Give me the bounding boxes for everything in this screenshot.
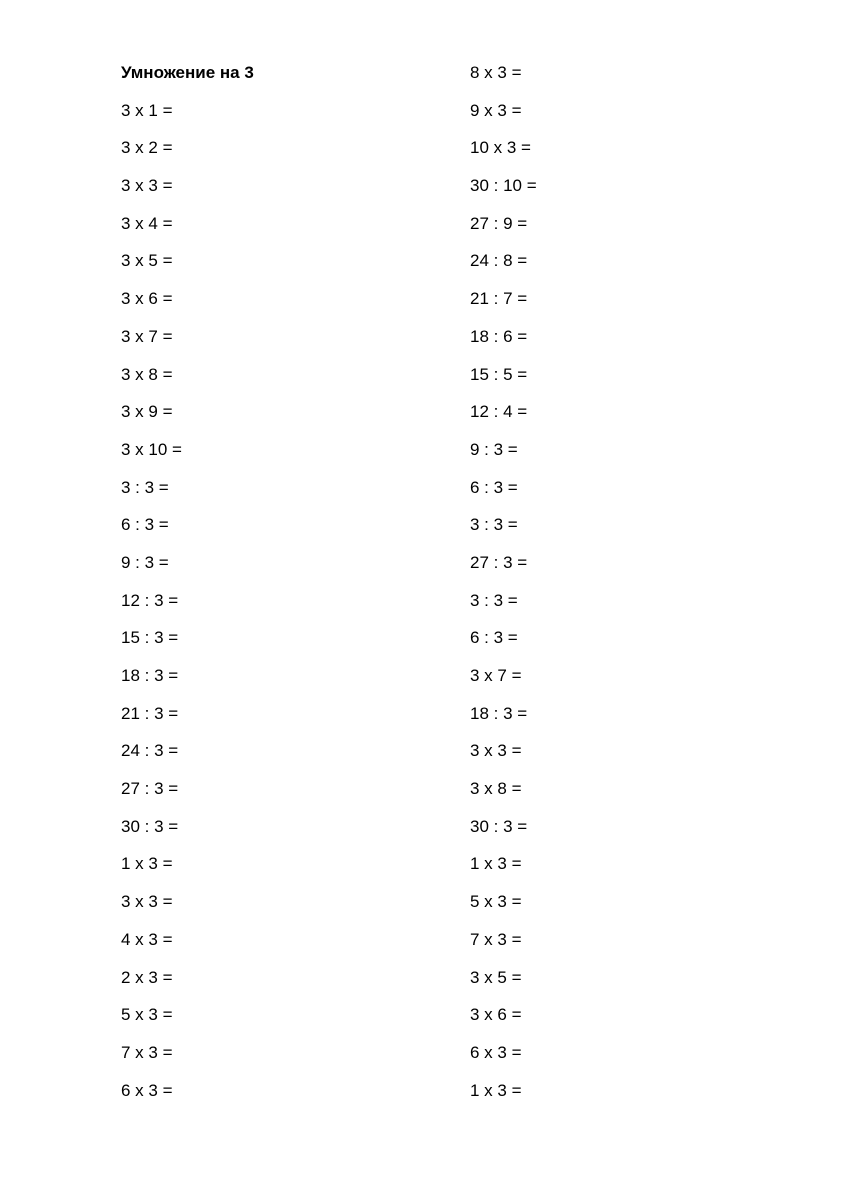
problem-line: 6 : 3 = <box>470 628 518 648</box>
problem-line: 3 x 3 = <box>121 892 173 912</box>
problem-line: 1 x 3 = <box>470 1080 522 1100</box>
problem-line: 3 x 7 = <box>470 666 522 685</box>
problem-line: 3 x 3 = <box>121 176 173 196</box>
problem-line: 3 x 8 = <box>470 779 522 799</box>
problem-line: 27 : 3 = <box>470 552 528 572</box>
problem-line: 24 : 8 = <box>470 251 528 271</box>
problem-line: 6 x 3 = <box>121 1080 173 1100</box>
problem-line: 3 x 9 = <box>121 402 173 422</box>
problem-line: 30 : 3 = <box>121 816 179 836</box>
problem-line: 9 : 3 = <box>470 439 518 459</box>
problem-line: 3 x 4 = <box>121 213 173 233</box>
problem-line: 5 x 3 = <box>121 1005 173 1025</box>
problem-line: 18 : 3 = <box>121 666 179 685</box>
problem-line: 3 x 5 = <box>470 967 522 987</box>
problem-line: 18 : 6 = <box>470 326 528 346</box>
problem-line: 18 : 3 = <box>470 703 528 723</box>
problem-line: 12 : 3 = <box>121 590 179 610</box>
problem-line: 24 : 3 = <box>121 741 179 761</box>
problem-line: 2 x 3 = <box>121 967 173 987</box>
problem-line: 7 x 3 = <box>470 929 522 949</box>
problem-line: 3 : 3 = <box>470 515 518 535</box>
problem-line: 8 x 3 = <box>470 63 522 82</box>
problem-line: 3 x 5 = <box>121 251 173 271</box>
problem-line: 3 : 3 = <box>470 590 518 610</box>
problem-line: 3 x 2 = <box>121 138 173 158</box>
problem-line: 3 x 1 = <box>121 100 173 120</box>
problem-line: 27 : 9 = <box>470 213 528 233</box>
problem-line: 15 : 5 = <box>470 364 528 384</box>
problem-line: 9 x 3 = <box>470 100 522 120</box>
problem-line: 1 x 3 = <box>121 854 173 874</box>
problem-line: 3 x 10 = <box>121 439 182 459</box>
problem-line: 3 x 7 = <box>121 326 173 346</box>
problem-line: 3 x 3 = <box>470 741 522 761</box>
problem-line: 15 : 3 = <box>121 628 179 648</box>
worksheet-title: Умножение на 3 <box>121 63 254 82</box>
problem-line: 10 x 3 = <box>470 138 531 158</box>
problem-line: 5 x 3 = <box>470 892 522 912</box>
problem-line: 4 x 3 = <box>121 929 173 949</box>
problem-line: 30 : 10 = <box>470 176 537 196</box>
problem-line: 9 : 3 = <box>121 552 169 572</box>
problem-line: 3 x 6 = <box>470 1005 522 1025</box>
problem-line: 21 : 3 = <box>121 703 179 723</box>
problem-line: 6 x 3 = <box>470 1042 522 1062</box>
right-column <box>470 54 537 1109</box>
problem-line: 3 x 8 = <box>121 364 173 384</box>
problem-line: 7 x 3 = <box>121 1042 173 1062</box>
problem-line: 1 x 3 = <box>470 854 522 874</box>
problem-line: 3 : 3 = <box>121 477 169 497</box>
problem-line: 3 x 6 = <box>121 289 173 309</box>
problem-line: 21 : 7 = <box>470 289 528 309</box>
problem-line: 27 : 3 = <box>121 779 179 799</box>
problem-line: 6 : 3 = <box>470 477 518 497</box>
problem-line: 30 : 3 = <box>470 816 528 836</box>
problem-line: 6 : 3 = <box>121 515 169 535</box>
left-column <box>121 54 254 1109</box>
problem-line: 12 : 4 = <box>470 402 528 422</box>
